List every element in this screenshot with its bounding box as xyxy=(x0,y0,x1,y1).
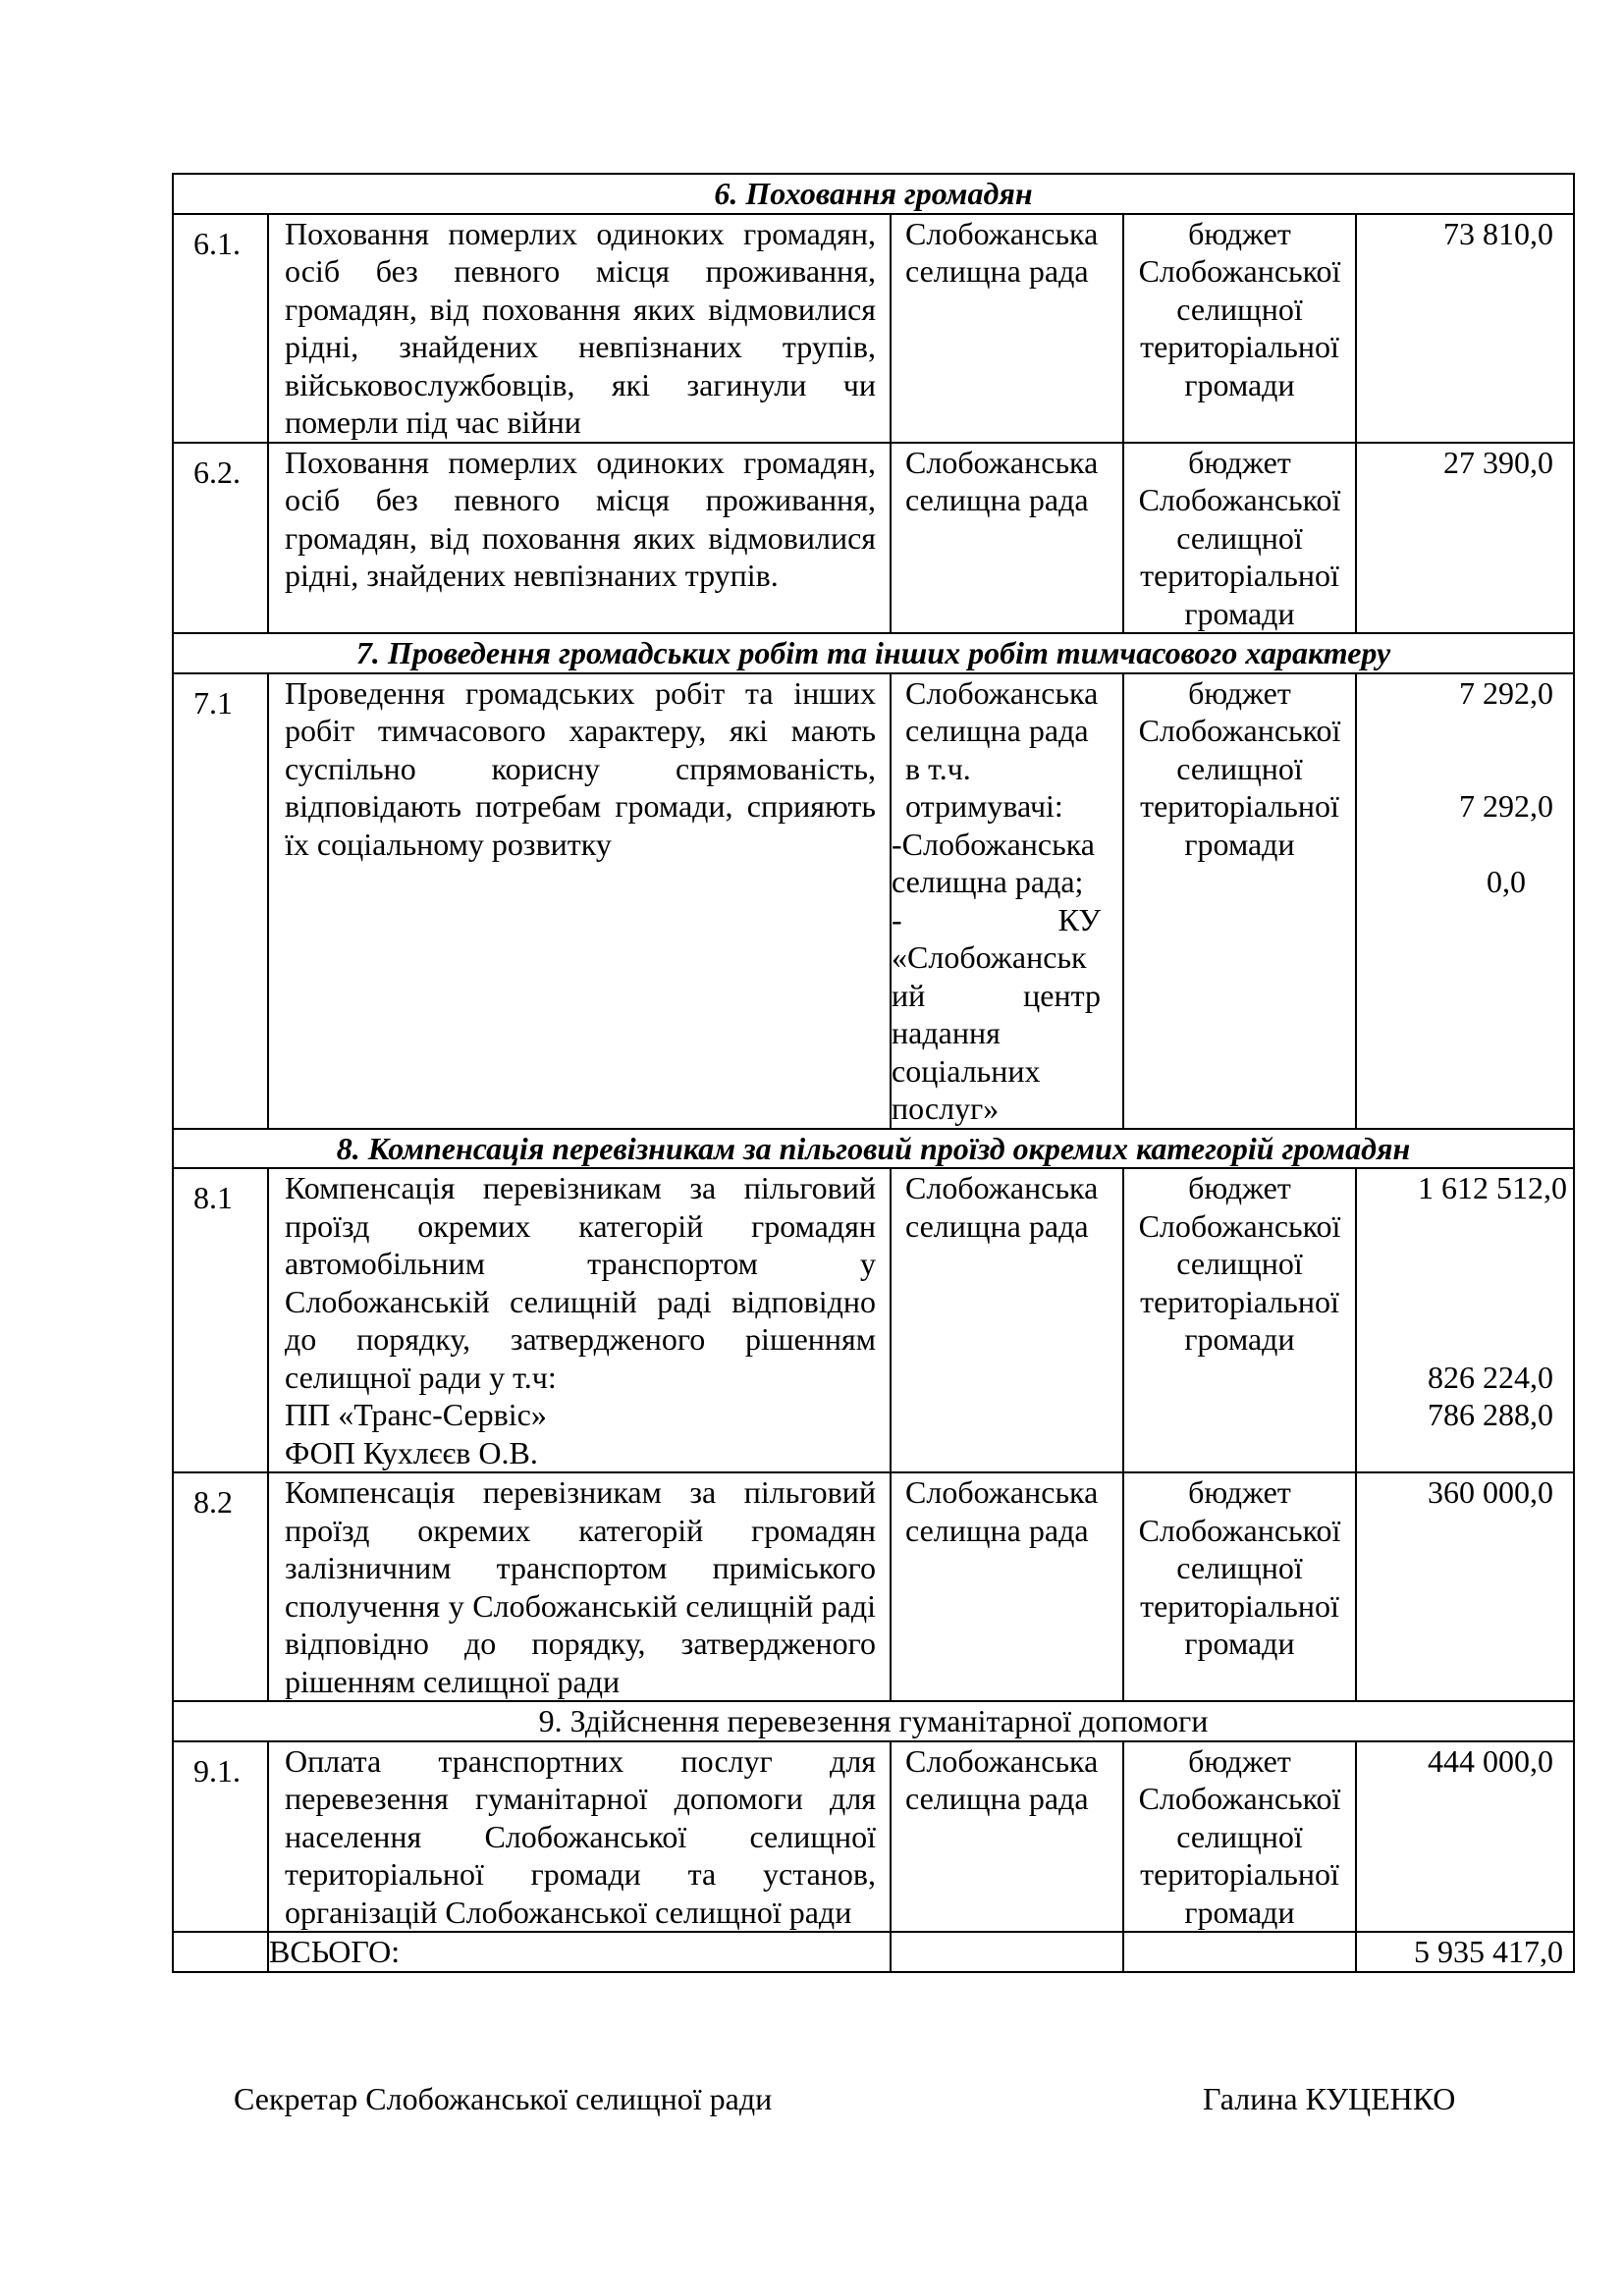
table-row xyxy=(173,673,1574,1129)
row-executor: Слобожанська селищна рада xyxy=(891,1472,1123,1701)
total-empty-cell xyxy=(173,1932,268,1972)
row-description: Поховання померлих одиноких громадян, осіб без певного місця проживання, громадян, від поховання яких відмовилися рідні, знайдених невпізнаних трупів. xyxy=(268,443,891,634)
row-number: 8.2 xyxy=(173,1472,268,1701)
section-title: 9. Здійснення перевезення гуманітарної допомоги xyxy=(173,1701,1574,1741)
table-row xyxy=(173,1741,1574,1933)
row-description: Компенсація перевізникам за пільговий проїзд окремих категорій громадян автомобільним транспортом у Слобожанській селищній раді відповідно до порядку, затвердженого рішенням селищної ради у т.ч: xyxy=(285,1170,876,1395)
signature-name: Галина КУЦЕНКО xyxy=(1203,2081,1456,2116)
row-executor: Слобожанська селищна рада xyxy=(891,1168,1123,1472)
table-row xyxy=(173,1168,1574,1472)
row-description: Компенсація перевізникам за пільговий проїзд окремих категорій громадян залізничним транспортом приміського сполучення у Слобожанській селищній раді відповідно до порядку, затвердженого рішенням селищної ради xyxy=(268,1472,891,1701)
row-executor-extra: в т.ч. отримувачі: xyxy=(905,750,1063,824)
row-source: бюджет Слобожанської селищної територіальної громади xyxy=(1123,673,1356,1129)
row-number: 6.2. xyxy=(173,443,268,634)
row-sum: 7 292,0 xyxy=(1459,674,1554,711)
row-sum: 444 000,0 xyxy=(1356,1741,1574,1933)
row-sum-block xyxy=(1356,1168,1574,1472)
total-empty-cell xyxy=(891,1932,1123,1972)
row-executor: Слобожанська селищна рада xyxy=(891,214,1123,443)
row-sub-sum: 826 224,0 xyxy=(1428,1359,1554,1395)
row-executor: Слобожанська селищна рада xyxy=(891,1741,1123,1933)
row-sub-item: ФОП Кухлєєв О.В. xyxy=(285,1434,538,1470)
row-description: Поховання померлих одиноких громадян, осіб без певного місця проживання, громадян, від поховання яких відмовилися рідні, знайдених невпізнаних трупів, військовослужбовців, які загинули чи померли під час війни xyxy=(268,214,891,443)
row-executor: Слобожанська селищна рада xyxy=(891,443,1123,634)
section-header-row xyxy=(173,174,1574,214)
row-source: бюджет Слобожанської селищної територіальної громади xyxy=(1123,1472,1356,1701)
row-source: бюджет Слобожанської селищної територіальної громади xyxy=(1123,1741,1356,1933)
row-number: 9.1. xyxy=(173,1741,268,1933)
total-sum: 5 935 417,0 xyxy=(1356,1932,1574,1972)
row-source: бюджет Слобожанської селищної територіальної громади xyxy=(1123,443,1356,634)
row-sum: 27 390,0 xyxy=(1356,443,1574,634)
row-executor: Слобожанська селищна рада xyxy=(905,674,1099,748)
table-row xyxy=(173,1472,1574,1701)
row-source: бюджет Слобожанської селищної територіальної громади xyxy=(1123,1168,1356,1472)
section-header-row xyxy=(173,1129,1574,1169)
section-title: 7. Проведення громадських робіт та інших робіт тимчасового характеру xyxy=(173,633,1574,673)
signature-position: Секретар Слобожанської селищної ради xyxy=(234,2081,773,2116)
row-description: Оплата транспортних послуг для перевезення гуманітарної допомоги для населення Слобожанської селищної територіальної громади та установ, організацій Слобожанської селищної ради xyxy=(268,1741,891,1933)
receiver-item: - КУ «Слобожанськ ий центр надання соціальних послуг» xyxy=(892,901,1101,1126)
section-title: 6. Поховання громадян xyxy=(173,174,1574,214)
row-sub-sum: 7 292,0 xyxy=(1459,788,1554,824)
total-empty-cell xyxy=(1123,1932,1356,1972)
receiver-item: -Слобожанська селищна рада; xyxy=(892,826,1095,899)
row-description: Проведення громадських робіт та інших робіт тимчасового характеру, які мають суспільно корисну спрямованість, відповідають потребам громади, сприяють їх соціальному розвитку xyxy=(268,673,891,1129)
row-executor-block xyxy=(891,673,1123,1129)
row-source: бюджет Слобожанської селищної територіальної громади xyxy=(1123,214,1356,443)
table-row xyxy=(173,214,1574,443)
table-row xyxy=(173,443,1574,634)
row-sub-sum: 786 288,0 xyxy=(1428,1397,1554,1432)
row-sub-sum: 0,0 xyxy=(1487,864,1527,899)
row-number: 6.1. xyxy=(173,214,268,443)
total-label: ВСЬОГО: xyxy=(268,1932,891,1972)
section-header-row xyxy=(173,1701,1574,1741)
section-title: 8. Компенсація перевізникам за пільговий проїзд окремих категорій громадян xyxy=(173,1129,1574,1169)
total-row xyxy=(173,1932,1574,1972)
row-sum: 1 612 512,0 xyxy=(1418,1170,1568,1205)
row-number: 7.1 xyxy=(173,673,268,1129)
section-header-row xyxy=(173,633,1574,673)
row-number: 8.1 xyxy=(173,1168,268,1472)
row-description-block xyxy=(268,1168,891,1472)
budget-table xyxy=(172,173,1575,1973)
row-sum-block xyxy=(1356,673,1574,1129)
row-sub-item: ПП «Транс-Сервіс» xyxy=(285,1397,547,1432)
row-sum: 360 000,0 xyxy=(1356,1472,1574,1701)
row-sum: 73 810,0 xyxy=(1356,214,1574,443)
